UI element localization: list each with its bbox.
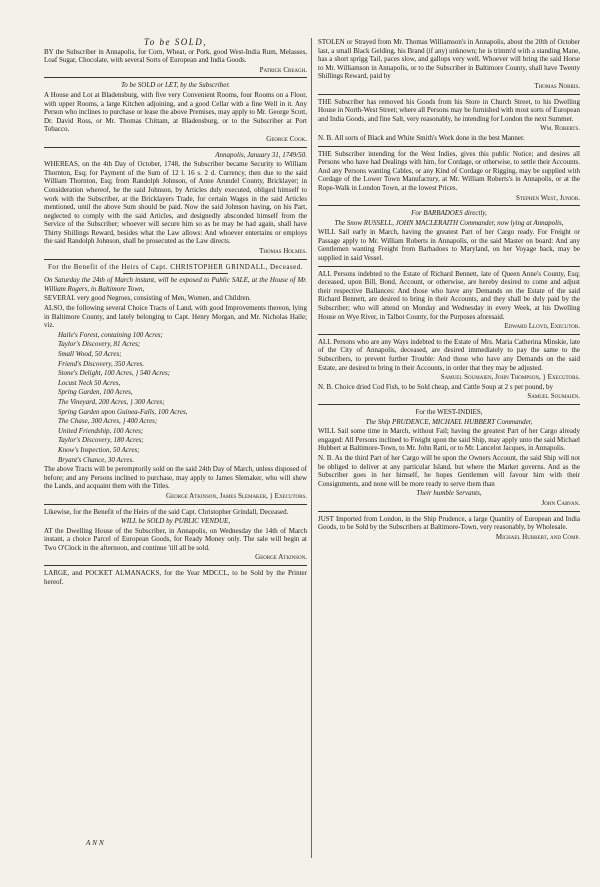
ad-executors: Samuel Soumaien, John Thompson, } Executors.: [440, 373, 580, 382]
ad-heading: To be SOLD or LET, by the Subscriber.: [120, 81, 231, 90]
ad-hubbert-goods: [318, 515, 580, 542]
ad-divider: [44, 147, 307, 148]
ad-norris: [318, 38, 580, 91]
ad-grindall-vendue: [44, 508, 307, 563]
ad-body: WILL Sail early in March, having the greatest Part of her Cargo ready. For Freight or Passage apply to Mr. William Roberts in Annapolis, or the said Master on board: And any Gentlemen wanting Freight from Barbadoes to Maryland, on her Voyage back, may be supplied in said Vessel.: [318, 228, 580, 263]
tract-item: The Vineyard, 200 Acres, } 300 Acres;: [58, 397, 165, 406]
ad-almanacks: [44, 569, 307, 586]
ad-negroes: SEVERAL very good Negroes, consisting of Men, Women, and Children.: [44, 294, 251, 303]
ad-signature: Edward Lloyd, Executor.: [504, 322, 580, 331]
tract-item: Taylor's Discovery, 180 Acres;: [58, 436, 144, 445]
ad-divider: [318, 266, 580, 267]
ad-signature: Thomas Holmes.: [259, 247, 307, 256]
ad-grindall-sale: [44, 263, 307, 501]
heading-rule: [123, 273, 228, 274]
right-column: [318, 38, 580, 858]
ad-subheading: WILL be SOLD by PUBLIC VENDUE,: [120, 517, 231, 526]
tract-item: United Friendship, 100 Acres;: [58, 426, 144, 435]
tract-item: Spring Garden upon Guinea-Falls, 100 Acres,: [58, 407, 188, 416]
ad-dateline: Annapolis, January 31, 1749/50.: [215, 150, 307, 159]
tract-item: Haile's Forest, containing 100 Acres;: [58, 330, 163, 339]
ad-signature: George Cook.: [266, 134, 307, 143]
ad-divider: [318, 404, 580, 405]
ad-body: ALL Persons indebted to the Estate of Richard Bennett, late of Queen Anne's County, Esq; deceased, upon Bill, Bond, Account, or otherwise, are hereby desired to come and adjust their respective Ballances: And those who have any Demands on the Estate of the said Richard Bennett, are desired to bring in their Accounts, and they shall be duly paid by the Subscriber; who will attend on Monday and Wednesday in every Week, at his Dwelling House on Wye River, in Talbot County, for the Purposes aforesaid.: [318, 269, 580, 321]
ad-divider: [44, 77, 307, 78]
ad-heading: For the Benefit of the Heirs of Capt. CHRISTOPHER GRINDALL, Deceased.: [47, 262, 304, 271]
ad-prudence: [318, 408, 580, 508]
ad-executors: George Atkinson, James Slemaker, } Executors.: [166, 491, 307, 500]
ad-signature: George Atkinson.: [255, 553, 307, 562]
ad-note: N. B. Choice dried Cod Fish, to be Sold cheap, and Cattle Soup at 2 s per pound, by: [318, 382, 554, 391]
ad-bennett: [318, 270, 580, 331]
ad-divider: [44, 504, 307, 505]
ad-minskie: [318, 338, 580, 401]
tract-item: Friend's Discovery, 350 Acres.: [58, 359, 145, 368]
catchword: ANN: [86, 839, 106, 847]
ad-divider: [318, 334, 580, 335]
ad-ship: The Ship PRUDENCE, MICHAEL HUBBERT Commander,: [365, 417, 533, 426]
ad-divider: [318, 205, 580, 206]
ad-body: AT the Dwelling House of the Subscriber, in Annapolis, on Wednesday the 14th of March instant, a choice Parcel of European Goods, for Ready Money only. The sale will begin at Two O'Clock in the afternoon, and continue 'till all be sold.: [44, 526, 307, 552]
ad-divider: [44, 565, 307, 566]
ad-note: N. B. As the third Part of her Cargo will be upon the Owners Account, the said Ship will not be obliged to deliver at any particular Island, but where the Market governs. And as the Subscriber goes in her himself, he hopes Gentlemen will favour him with their Consignments, and none will be more ready to serve them than: [318, 453, 580, 488]
tract-item: Spring Garden, 100 Acres,: [58, 388, 133, 397]
ad-divider: [318, 146, 580, 147]
ad-also: ALSO, the following several Choice Tracts of Land, with good Improvements thereon, lying in Baltimore County, and lately belonging to Capt. Henry Morgan, and Mr. Nicholas Haile; viz.: [44, 304, 307, 330]
tract-item: Bryant's Chance, 30 Acres.: [58, 455, 134, 464]
ad-note: N. B. All sorts of Black and White Smith's Work done in the best Manner.: [318, 133, 525, 142]
ad-creagh: [44, 38, 307, 74]
ad-divider: [318, 94, 580, 95]
ad-signature: Wm. Roberts.: [540, 124, 580, 133]
ad-body: STOLEN or Strayed from Mr. Thomas Williamson's in Annapolis, about the 20th of October last, a small Black Gelding, his Brand (if any) unknown; he is trimm'd with a standing Mane, has a short sprigg Tail, paces slow, and gallops very well. Whoever will bring the said Horse to Mr. Williamson in Annapolis, or to the Subscriber in Baltimore County, shall have Twenty Shillings Reward, paid by: [318, 38, 580, 81]
ad-cook: [44, 81, 307, 143]
tract-item: Know's Inspection, 50 Acres;: [58, 445, 140, 454]
ad-roberts: [318, 98, 580, 143]
ad-heading: For BARBADOES directly,: [411, 209, 487, 218]
ad-divider: [44, 259, 307, 260]
ad-holmes: [44, 151, 307, 256]
ad-body: LARGE, and POCKET ALMANACKS, for the Year MDCCL, to be Sold by the Printer hereof.: [44, 569, 307, 586]
column-divider: [311, 38, 312, 858]
left-column: [44, 38, 307, 828]
tract-item: Locust Neck 50 Acres,: [58, 378, 121, 387]
ad-closing: The above Tracts will be peremptorily sold on the said 24th Day of March, unless disposed of before; and any Persons inclined to purchase, may apply to James Slemaker, who will shew the Lands, and acquaint them with the Titles.: [44, 465, 307, 491]
tract-list: [44, 331, 307, 464]
ad-intro: On Saturday the 24th of March instant, will be exposed to Public SALE, at the House of Mr. William Rogers, in Baltimore Town,: [44, 276, 307, 293]
ad-russell: [318, 209, 580, 263]
ad-divider: [318, 511, 580, 512]
ad-body: THE Subscriber has removed his Goods from his Store in Church Street, to his Dwelling House in North-West Street; where all Persons may be furnished with most sorts of European and India Goods, and fine Salt, very reasonably, he intending for London the next Summer.: [318, 97, 580, 123]
ad-signature: John Carvan.: [541, 498, 580, 507]
ad-heading: To be SOLD,: [144, 38, 207, 47]
tract-item: Taylor's Discovery, 81 Acres;: [58, 340, 141, 349]
ad-heading: Likewise, for the Benefit of the Heirs of the said Capt. Christopher Grindall, Deceased.: [44, 507, 289, 516]
tract-item: Stone's Delight, 100 Acres, } 540 Acres;: [58, 369, 171, 378]
ad-signature: Stephen West, Junior.: [516, 193, 580, 202]
ad-closing: Their humble Servants,: [416, 489, 482, 498]
ad-body: BY the Subscriber in Annapolis, for Corn, Wheat, or Pork, good West-India Rum, Melasses, Loaf Sugar, Chocolate, with several Sorts of European and India Goods.: [44, 47, 307, 65]
ad-body: WHEREAS, on the 4th Day of October, 1748, the Subscriber became Security to William Thornton, Esq; for Payment of the Sum of 12 l. 16 s. 2 d. Currency, then due to the said William Thornton, Esq; from Randolph Johnson, of Anne Arundel County, Bricklayer; in Consideration whereof, he the said Johnson, by Articles duly executed, obliged himself to work with the Subscriber, at the Bricklayers Trade, for certain Wages in the said Articles mentioned, until the above Sum should be paid. Now the said Johnson having, on his Part, neglected to comply with the said Articles, and designedly absconded himself from the Service of the Subscriber; whoever will secure him so as he may be had again, shall have Thirty Shillings Reward, besides what the Law allows: And whoever entertains or employs the said Randolph Johnson, shall be prosecuted as the Law directs.: [44, 160, 307, 246]
tract-item: Small Wood, 50 Acres;: [58, 350, 122, 358]
ad-ship: The Snow RUSSELL, JOHN MACLERAITH Commander, now lying at Annapolis,: [334, 218, 564, 227]
ad-body: A House and Lot at Bladensburg, with five very Convenient Rooms, four Rooms on a Floor, with upper Rooms, a large Kitchen adjoining, and a good Cellar with a fine Well in it. Any Person who inclines to purchase or lease the above Premises, may apply to Mr. George Scott, Dr. David Ross, or Mr. Thomas Chittam, at Bladensburg, or to the Subscriber at Port Tobacco.: [44, 90, 307, 134]
ad-signature: Michael Hubbert, and Comp.: [495, 532, 580, 541]
ad-body: THE Subscriber intending for the West Indies, gives this public Notice; and desires all Persons who have had Dealings with him, for Cordage, or otherwise, to settle their Accounts. And any Persons wanting Cables, or any Kind of Cordage or Rigging, may be supplied with Cordage of the Lower Town Manufactury, at Mr. William Roberts's in Annapolis, or at the Rope-Walk in London Town, at the lowest Prices.: [318, 149, 580, 192]
ad-note-signature: Samuel Soumaien.: [527, 392, 580, 401]
ad-body: ALL Persons who are any Ways indebted to the Estate of Mrs. Maria Catherina Minskie, late of the City of Annapolis, deceased, are desired immediately to pay the same to the Subscribers, to prevent further Trouble: And those who have any Demands on the said Estate, are desired to bring in their Accounts, in order that they may be adjusted.: [318, 337, 580, 372]
tract-item: The Chase, 300 Acres, } 400 Acres;: [58, 417, 158, 426]
ad-body: WILL Sail some time in March, without Fail; having the greatest Part of her Cargo already engaged: All Persons inclined to Freight upon the said Ship, may apply unto the said Michael Hubbert at Baltimore-Town, to Mr. John Ratti, or to Mr. Lancelot Jacques, in Annapolis.: [318, 427, 580, 453]
ad-signature: Patrick Creagh.: [259, 65, 307, 74]
ad-heading: For the WEST-INDIES,: [415, 407, 483, 416]
ad-west: [318, 150, 580, 203]
ad-body: JUST Imported from London, in the Ship Prudence, a large Quantity of European and India Goods, to be Sold by the Subscribers at Baltimore-Town, very reasonably, by Wholesale.: [318, 514, 580, 532]
ad-signature: Thomas Norris.: [534, 81, 580, 90]
